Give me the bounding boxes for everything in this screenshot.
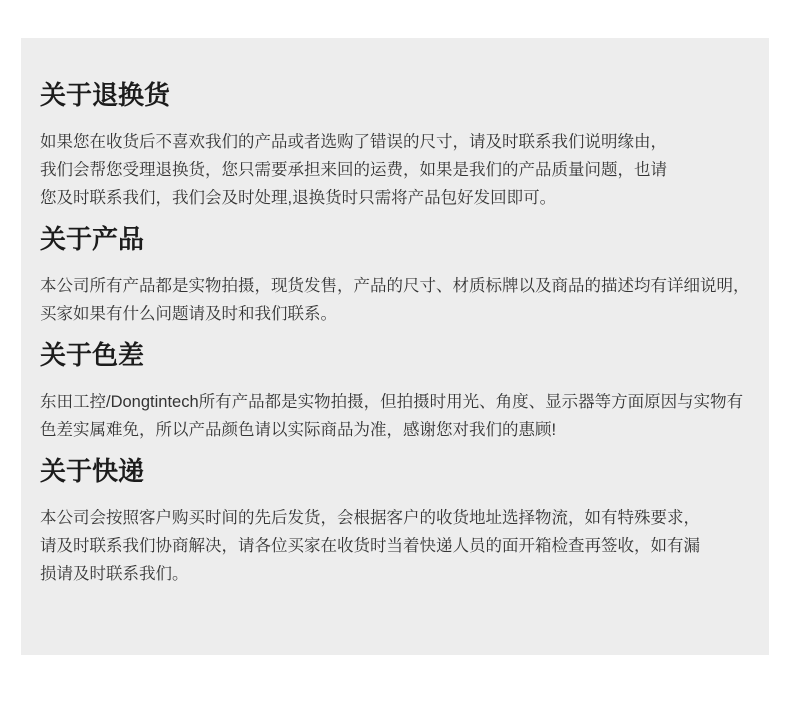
product-paragraph-line: 本公司所有产品都是实物拍摄，现货发售，产品的尺寸、材质标牌以及商品的描述均有详细说明， — [40, 277, 750, 295]
section-product — [40, 224, 750, 328]
color-difference-paragraph-line: 色差实属难免，所以产品颜色请以实际商品为准，感谢您对我们的惠顾! — [40, 421, 557, 439]
shipping-heading: 关于快递 — [40, 456, 145, 486]
shipping-paragraph — [40, 504, 745, 588]
product-paragraph-line: 买家如果有什么问题请及时和我们联系。 — [40, 305, 337, 323]
shipping-paragraph-line: 请及时联系我们协商解决，请各位买家在收货时当着快递人员的面开箱检查再签收，如有漏 — [40, 537, 700, 555]
shipping-paragraph-line: 损请及时联系我们。 — [40, 565, 189, 583]
section-color-difference — [40, 340, 745, 444]
returns-paragraph — [40, 128, 745, 212]
shipping-paragraph-line: 本公司会按照客户购买时间的先后发货，会根据客户的收货地址选择物流，如有特殊要求， — [40, 509, 700, 527]
returns-paragraph-line: 如果您在收货后不喜欢我们的产品或者选购了错误的尺寸，请及时联系我们说明缘由， — [40, 133, 667, 151]
returns-paragraph-line: 我们会帮您受理退换货，您只需要承担来回的运费，如果是我们的产品质量问题，也请 — [40, 161, 667, 179]
product-heading: 关于产品 — [40, 224, 145, 254]
section-returns — [40, 80, 745, 212]
store-policy-panel — [21, 38, 769, 655]
returns-paragraph-line: 您及时联系我们，我们会及时处理,退换货时只需将产品包好发回即可。 — [40, 189, 557, 207]
color-difference-paragraph — [40, 388, 745, 444]
returns-heading: 关于退换货 — [40, 80, 171, 110]
product-paragraph — [40, 272, 750, 328]
color-difference-heading: 关于色差 — [40, 340, 145, 370]
section-shipping — [40, 456, 745, 588]
color-difference-paragraph-line: 东田工控/Dongtintech所有产品都是实物拍摄，但拍摄时用光、角度、显示器等方面原因与实物有 — [40, 393, 744, 411]
